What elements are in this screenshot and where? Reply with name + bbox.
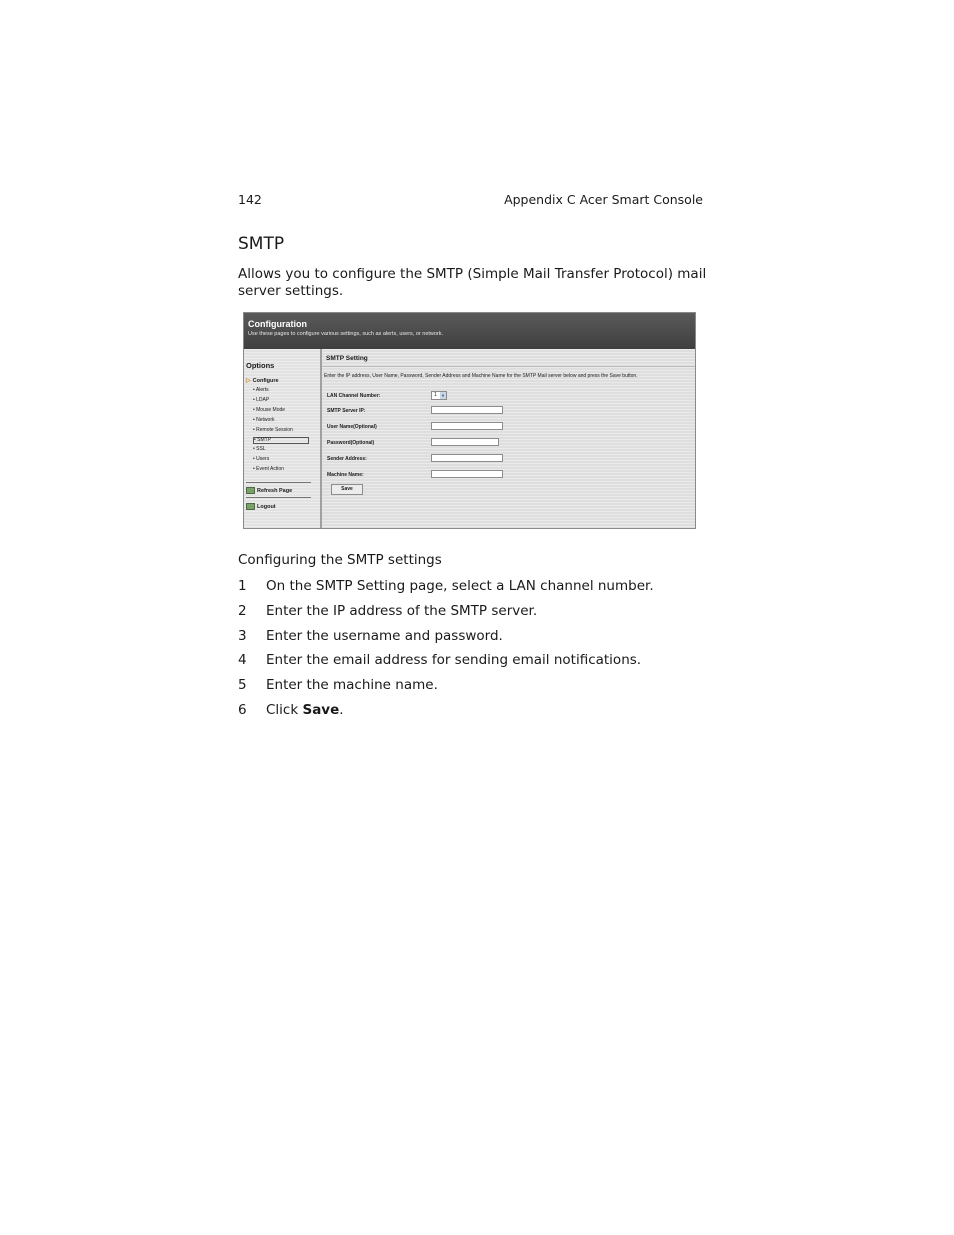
sidebar-item-remote-session[interactable]: • Remote Session bbox=[253, 427, 293, 433]
lan-channel-label: LAN Channel Number: bbox=[327, 393, 381, 399]
chevron-down-icon: ▼ bbox=[441, 393, 445, 398]
sidebar-item-mouse-mode[interactable]: • Mouse Mode bbox=[253, 407, 286, 413]
step-item: 1 On the SMTP Setting page, select a LAN channel number. bbox=[238, 578, 654, 594]
step-item: 3 Enter the username and password. bbox=[238, 628, 503, 644]
options-sidebar bbox=[244, 349, 322, 528]
panel-title: SMTP Setting bbox=[326, 355, 368, 362]
triangle-right-icon: ▷ bbox=[246, 378, 251, 384]
sidebar-item-network[interactable]: • Network bbox=[253, 417, 275, 423]
machine-name-label: Machine Name: bbox=[327, 472, 364, 478]
save-button[interactable]: Save bbox=[331, 484, 363, 495]
sender-address-label: Sender Address: bbox=[327, 456, 367, 462]
config-title: Configuration bbox=[248, 319, 307, 329]
running-head: Appendix C Acer Smart Console bbox=[504, 192, 703, 207]
sender-address-input[interactable] bbox=[431, 454, 503, 462]
smtp-setting-panel bbox=[322, 349, 695, 528]
sidebar-item-ldap[interactable]: • LDAP bbox=[253, 397, 270, 403]
smtp-screenshot bbox=[243, 312, 696, 529]
lan-channel-select[interactable]: 1 ▼ bbox=[431, 391, 447, 400]
panel-divider bbox=[322, 366, 695, 367]
sidebar-divider bbox=[246, 497, 311, 498]
sidebar-configure[interactable]: ▷ Configure bbox=[246, 378, 279, 384]
password-input[interactable] bbox=[431, 438, 499, 446]
save-term: Save bbox=[302, 702, 340, 718]
section-title: SMTP bbox=[238, 234, 285, 254]
sidebar-item-ssl[interactable]: • SSL bbox=[253, 446, 266, 452]
step-item: 6 Click Save. bbox=[238, 702, 344, 718]
page-number: 142 bbox=[238, 192, 262, 207]
sidebar-item-users[interactable]: • Users bbox=[253, 456, 270, 462]
section-intro: Allows you to configure the SMTP (Simple Mail Transfer Protocol) mail server settings. bbox=[238, 266, 707, 299]
password-label: Password(Optional) bbox=[327, 440, 375, 446]
refresh-icon bbox=[246, 487, 255, 494]
username-label: User Name(Optional) bbox=[327, 424, 377, 430]
sidebar-item-smtp[interactable]: • SMTP bbox=[253, 437, 309, 444]
step-item: 2 Enter the IP address of the SMTP server. bbox=[238, 603, 538, 619]
refresh-page-link[interactable]: Refresh Page bbox=[246, 487, 292, 494]
smtp-server-ip-label: SMTP Server IP: bbox=[327, 408, 366, 414]
sidebar-item-alerts[interactable]: • Alerts bbox=[253, 387, 269, 393]
step-item: 5 Enter the machine name. bbox=[238, 677, 438, 693]
smtp-server-ip-input[interactable] bbox=[431, 406, 503, 414]
options-title: Options bbox=[246, 361, 275, 370]
sidebar-item-event-action[interactable]: • Event Action bbox=[253, 466, 284, 472]
config-subtitle: Use these pages to configure various settings, such as alerts, users, or network. bbox=[248, 331, 444, 337]
step-item: 4 Enter the email address for sending email notifications. bbox=[238, 652, 642, 668]
sidebar-divider bbox=[246, 482, 311, 483]
machine-name-input[interactable] bbox=[431, 470, 503, 478]
logout-link[interactable]: Logout bbox=[246, 503, 276, 510]
logout-icon bbox=[246, 503, 255, 510]
config-header bbox=[244, 313, 695, 349]
steps-heading: Configuring the SMTP settings bbox=[238, 552, 442, 568]
panel-description: Enter the IP address, User Name, Password, Sender Address and Machine Name for the SMTP Mail server below and press the Save button. bbox=[324, 373, 638, 379]
username-input[interactable] bbox=[431, 422, 503, 430]
